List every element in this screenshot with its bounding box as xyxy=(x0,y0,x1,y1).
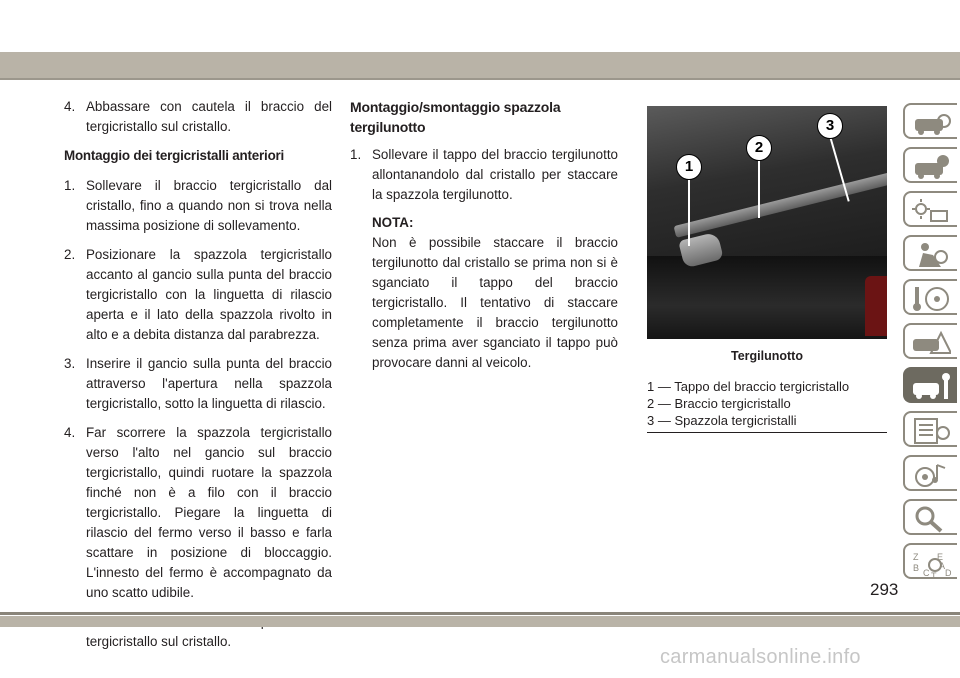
watermark: carmanualsonline.info xyxy=(660,646,861,668)
maintenance-list-icon xyxy=(911,417,951,445)
callout-1: 1 xyxy=(676,154,702,180)
tab-car-dashboard[interactable] xyxy=(903,103,957,139)
list-item xyxy=(64,245,332,345)
item-text: Sollevare il tappo del braccio tergilunotto allontanandolo dal cristallo per staccare la spazzola tergilunotto. xyxy=(372,147,618,202)
list-item xyxy=(64,97,332,137)
item-number: 4. xyxy=(64,425,76,440)
callout-3: 3 xyxy=(817,113,843,139)
tab-search[interactable] xyxy=(903,499,957,535)
list-item xyxy=(64,423,332,603)
item-text: Far scorrere la spazzola tergicristallo verso l'alto nel gancio sul braccio tergicristallo, quindi ruotare la spazzola finché non è a filo con il braccio tergicristallo. Piegare la linguetta di rilascio del fermo verso il basso e farla scattare in posizione di bloccaggio. L'innesto del fermo è accompagnato da uno scatto udibile. xyxy=(86,425,332,600)
legend-item: 3 — Spazzola tergicristalli xyxy=(647,413,797,428)
header-margin xyxy=(0,0,960,52)
svg-text:T: T xyxy=(931,571,937,579)
footer-bar xyxy=(0,616,960,627)
item-text: Abbassare con cautela il braccio del tergicristallo sul cristallo. xyxy=(86,99,332,134)
callout-leader xyxy=(688,178,690,246)
multimedia-icon xyxy=(911,461,951,489)
tab-multimedia[interactable] xyxy=(903,455,957,491)
note-text: Non è possibile staccare il braccio tergilunotto dal cristallo se prima non si è sganciato il tappo del braccio tergicristallo. Il tentativo di staccare completamente il braccio tergilunotto senza prima aver sganciato il tappo può provocare danni al veicolo. xyxy=(372,235,618,370)
page-number: 293 xyxy=(870,580,899,599)
item-number: 3. xyxy=(64,356,76,371)
car-wrench-icon xyxy=(911,373,951,401)
steering-wheel-key-icon xyxy=(911,285,951,313)
tab-maintenance-active[interactable] xyxy=(903,367,957,403)
column-middle xyxy=(350,97,618,382)
item-text: Inserire il gancio sulla punta del braccio attraverso l'apertura nella spazzola tergicristallo, sotto la linguetta di rilascio. xyxy=(86,356,332,411)
tab-safety[interactable] xyxy=(903,235,957,271)
emergency-triangle-icon xyxy=(911,329,951,357)
figure-legend xyxy=(647,378,887,429)
column-left xyxy=(64,97,332,661)
tab-specs[interactable] xyxy=(903,411,957,447)
tab-emergency[interactable] xyxy=(903,323,957,359)
callout-leader xyxy=(758,158,760,218)
item-number: 4. xyxy=(64,99,76,114)
footer-rule xyxy=(0,612,960,615)
callout-2: 2 xyxy=(746,135,772,161)
svg-text:C: C xyxy=(923,568,930,578)
rear-wiper-photo xyxy=(647,106,887,339)
svg-text:A: A xyxy=(939,561,946,571)
tab-steering[interactable] xyxy=(903,279,957,315)
svg-text:E: E xyxy=(937,552,944,562)
figure-column xyxy=(647,106,887,433)
header-bar xyxy=(0,52,960,78)
section-heading-rear-wiper: Montaggio/smontaggio spazzola tergilunotto xyxy=(350,99,561,135)
figure-caption: Tergilunotto xyxy=(731,349,803,363)
warning-lights-icon xyxy=(911,197,951,225)
taillight xyxy=(865,276,887,336)
list-item xyxy=(64,176,332,236)
item-number: 2. xyxy=(64,247,76,262)
legend-rule xyxy=(647,432,887,433)
item-number: 1. xyxy=(350,147,362,162)
header-rule xyxy=(0,78,960,80)
tab-car-info[interactable] xyxy=(903,147,957,183)
svg-text:B: B xyxy=(913,563,920,573)
section-heading-front-wipers: Montaggio dei tergicristalli anteriori xyxy=(64,148,285,163)
svg-text:D: D xyxy=(945,568,952,578)
item-text: Sollevare il braccio tergicristallo dal cristallo, fino a quando non si trova nella massima posizione di sollevamento. xyxy=(86,178,332,233)
chapter-tabs xyxy=(903,103,960,587)
tab-index[interactable] xyxy=(903,543,957,579)
car-dashboard-icon xyxy=(911,109,951,137)
tailgate-panel xyxy=(647,256,887,339)
safety-airbag-icon xyxy=(911,241,951,269)
legend-item: 1 — Tappo del braccio tergicristallo xyxy=(647,379,850,394)
svg-text:Z: Z xyxy=(913,552,919,562)
search-magnifier-icon xyxy=(911,505,951,533)
item-text: Posizionare la spazzola tergicristallo accanto al gancio sulla punta del braccio tergicristallo con la linguetta di rilascio aperta e il lato della spazzola rivolto in alto e a debita distanza dal parabrezza. xyxy=(86,247,332,342)
item-text: tergicristallo sul cristallo. xyxy=(86,634,232,649)
note-title: NOTA: xyxy=(372,215,414,230)
index-az-icon xyxy=(911,549,955,579)
item-number: 1. xyxy=(64,178,76,193)
list-item xyxy=(350,145,618,373)
list-item xyxy=(64,354,332,414)
legend-item: 2 — Braccio tergicristallo xyxy=(647,396,791,411)
car-info-icon xyxy=(911,153,951,181)
tab-warning-lights[interactable] xyxy=(903,191,957,227)
